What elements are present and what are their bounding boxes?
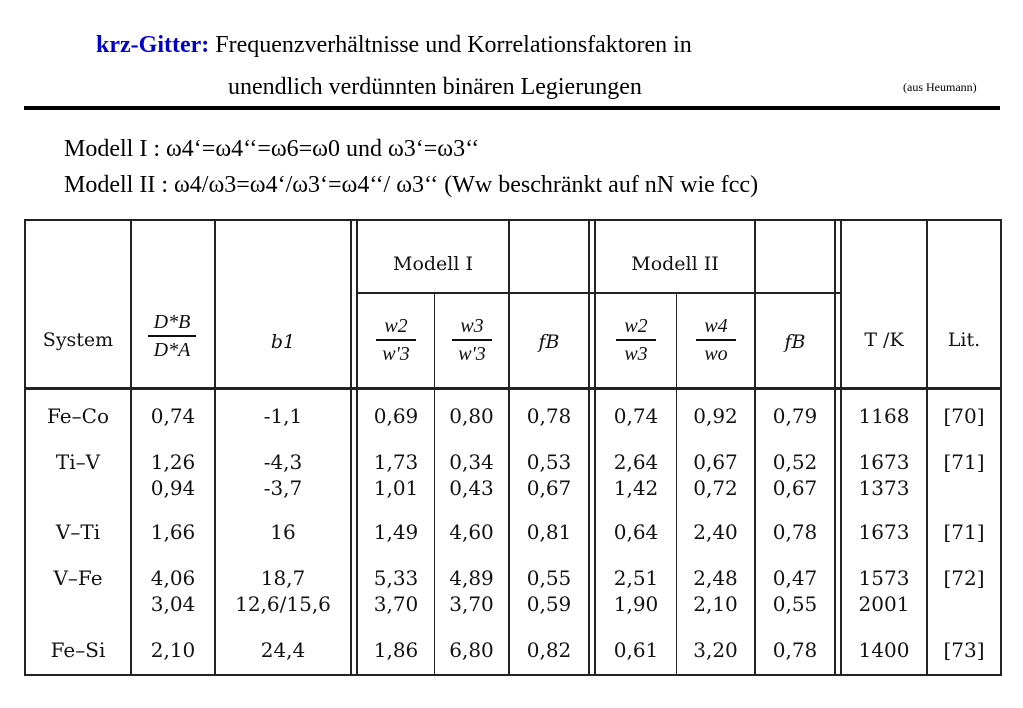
col-header-b1: b1	[270, 331, 296, 353]
fraction-bar	[452, 339, 492, 341]
fraction-bar	[696, 339, 736, 341]
cell-d-ratio: 3,04	[150, 592, 196, 616]
d-ratio-denominator: D*A	[153, 339, 191, 361]
cell-temperature: 2001	[858, 592, 910, 616]
cell-lit: [71]	[943, 520, 985, 544]
cell-temperature: 1673	[858, 450, 910, 474]
col-border	[434, 292, 435, 676]
cell-temperature: 1168	[858, 404, 910, 428]
fraction-numerator: w2	[624, 315, 648, 337]
cell-b1: -4,3	[263, 450, 303, 474]
cell-temperature: 1673	[858, 520, 910, 544]
model-1-text: Modell I : ω4‘=ω4‘‘=ω6=ω0 und ω3‘=ω3‘‘	[64, 136, 480, 162]
cell-temperature: 1400	[858, 638, 910, 662]
cell-b1: 16	[270, 520, 296, 544]
cell-m1-w2w3: 3,70	[373, 592, 419, 616]
table-bottom-border	[24, 674, 1002, 676]
model-2-text: Modell II : ω4/ω3=ω4‘/ω3‘=ω4‘‘/ ω3‘‘ (Ww beschränkt auf nN wie fcc)	[64, 172, 759, 198]
title-line-2: unendlich verdünnten binären Legierungen	[228, 74, 642, 100]
cell-m1-fb: 0,53	[526, 450, 572, 474]
fraction-numerator: w2	[384, 315, 408, 337]
cell-m1-w2w3: 1,73	[373, 450, 419, 474]
cell-m1-fb: 0,78	[526, 404, 572, 428]
col-border	[926, 219, 928, 676]
cell-m1-fb: 0,81	[526, 520, 572, 544]
model-2-definition	[64, 172, 758, 199]
cell-system: Ti–V	[55, 450, 101, 474]
cell-d-ratio: 0,74	[150, 404, 196, 428]
cell-m1-w2w3: 0,69	[373, 404, 419, 428]
col-border	[588, 219, 590, 676]
cell-d-ratio: 1,66	[150, 520, 196, 544]
cell-d-ratio: 2,10	[150, 638, 196, 662]
cell-m2-fb: 0,78	[772, 520, 818, 544]
col-border	[1000, 219, 1002, 676]
col-border	[840, 219, 842, 676]
col-header-m2-w2-w3	[598, 314, 674, 366]
cell-lit: [73]	[943, 638, 985, 662]
cell-lit: [70]	[943, 404, 985, 428]
cell-m2-w4w0: 3,20	[693, 638, 738, 662]
col-border	[24, 219, 26, 676]
col-border	[754, 219, 756, 676]
cell-b1: -1,1	[263, 404, 303, 428]
cell-b1: -3,7	[263, 476, 303, 500]
cell-m1-fb: 0,55	[526, 566, 572, 590]
col-border	[214, 219, 216, 676]
col-header-lit: Lit.	[947, 329, 981, 351]
cell-m1-w3w3: 0,43	[449, 476, 494, 500]
cell-m1-w3w3: 6,80	[449, 638, 494, 662]
cell-m2-w4w0: 0,72	[693, 476, 738, 500]
cell-b1: 24,4	[260, 638, 306, 662]
col-header-m2-fb: fB	[784, 331, 806, 353]
cell-lit: [72]	[943, 566, 985, 590]
model-1-definition	[64, 136, 479, 163]
cell-system: Fe–Si	[50, 638, 106, 662]
fraction-numerator: w3	[460, 315, 484, 337]
cell-m1-w3w3: 3,70	[449, 592, 494, 616]
col-border	[356, 219, 358, 676]
cell-system: Fe–Co	[47, 404, 109, 428]
title-line-1	[96, 30, 692, 60]
cell-system: V–Ti	[55, 520, 101, 544]
cell-m1-w2w3: 1,86	[373, 638, 419, 662]
col-border	[594, 219, 596, 676]
group-header-modell-1: Modell I	[393, 253, 473, 275]
col-header-m1-w3-w3prime	[436, 314, 508, 366]
col-border	[676, 292, 677, 676]
cell-b1: 18,7	[260, 566, 306, 590]
cell-m2-fb: 0,55	[772, 592, 818, 616]
cell-m1-w2w3: 1,01	[373, 476, 419, 500]
cell-m1-w2w3: 1,49	[373, 520, 419, 544]
cell-m2-w4w0: 2,48	[693, 566, 738, 590]
fraction-denominator: wo	[704, 343, 728, 365]
cell-m2-w4w0: 0,67	[693, 450, 738, 474]
table-top-border	[24, 219, 1002, 221]
cell-m1-w2w3: 5,33	[373, 566, 419, 590]
cell-m1-fb: 0,59	[526, 592, 572, 616]
cell-m2-fb: 0,52	[772, 450, 818, 474]
cell-m2-w2w3: 0,64	[613, 520, 659, 544]
cell-m1-fb: 0,82	[526, 638, 572, 662]
col-header-d-ratio	[140, 310, 204, 362]
cell-d-ratio: 1,26	[150, 450, 196, 474]
cell-m2-w2w3: 1,42	[613, 476, 659, 500]
cell-m2-w2w3: 0,61	[613, 638, 659, 662]
cell-m2-fb: 0,79	[772, 404, 818, 428]
header-bottom-rule	[24, 387, 1002, 390]
col-header-system: System	[42, 329, 114, 351]
cell-m1-w3w3: 0,80	[449, 404, 494, 428]
col-border	[834, 219, 836, 676]
col-border	[130, 219, 132, 676]
col-header-m2-w4-w0	[678, 314, 754, 366]
d-ratio-numerator: D*B	[153, 311, 191, 333]
col-header-temperature: T /K	[864, 329, 904, 351]
group-header-rule	[356, 292, 840, 294]
cell-m2-w4w0: 0,92	[693, 404, 738, 428]
cell-lit: [71]	[943, 450, 985, 474]
group-header-modell-2: Modell II	[631, 253, 719, 275]
cell-b1: 12,6/15,6	[235, 592, 331, 616]
title-rest: Frequenzverhältnisse und Korrelationsfaktoren in	[215, 32, 692, 58]
cell-m2-w2w3: 2,51	[613, 566, 659, 590]
title-rule	[24, 106, 1000, 110]
cell-m2-fb: 0,47	[772, 566, 818, 590]
col-border	[350, 219, 352, 676]
col-border	[508, 219, 510, 676]
source-note: (aus Heumann)	[903, 80, 977, 94]
fraction-bar	[376, 339, 416, 341]
cell-m2-fb: 0,67	[772, 476, 818, 500]
fraction-denominator: w3	[624, 343, 648, 365]
cell-m1-w3w3: 0,34	[449, 450, 494, 474]
fraction-denominator: w'3	[458, 343, 486, 365]
cell-m2-w2w3: 0,74	[613, 404, 659, 428]
cell-m2-w2w3: 1,90	[613, 592, 659, 616]
cell-m1-w3w3: 4,60	[449, 520, 494, 544]
cell-d-ratio: 0,94	[150, 476, 196, 500]
col-header-m1-fb: fB	[538, 331, 560, 353]
cell-m2-w2w3: 2,64	[613, 450, 659, 474]
cell-m2-fb: 0,78	[772, 638, 818, 662]
cell-d-ratio: 4,06	[150, 566, 196, 590]
cell-m2-w4w0: 2,40	[693, 520, 738, 544]
cell-system: V–Fe	[53, 566, 103, 590]
fraction-bar	[148, 335, 196, 337]
cell-m2-w4w0: 2,10	[693, 592, 738, 616]
col-header-m1-w2-w3prime	[360, 314, 432, 366]
cell-temperature: 1373	[858, 476, 910, 500]
cell-m1-fb: 0,67	[526, 476, 572, 500]
fraction-numerator: w4	[704, 315, 728, 337]
fraction-denominator: w'3	[382, 343, 410, 365]
cell-m1-w3w3: 4,89	[449, 566, 494, 590]
title-keyword: krz-Gitter:	[96, 32, 210, 58]
cell-temperature: 1573	[858, 566, 910, 590]
fraction-bar	[616, 339, 656, 341]
